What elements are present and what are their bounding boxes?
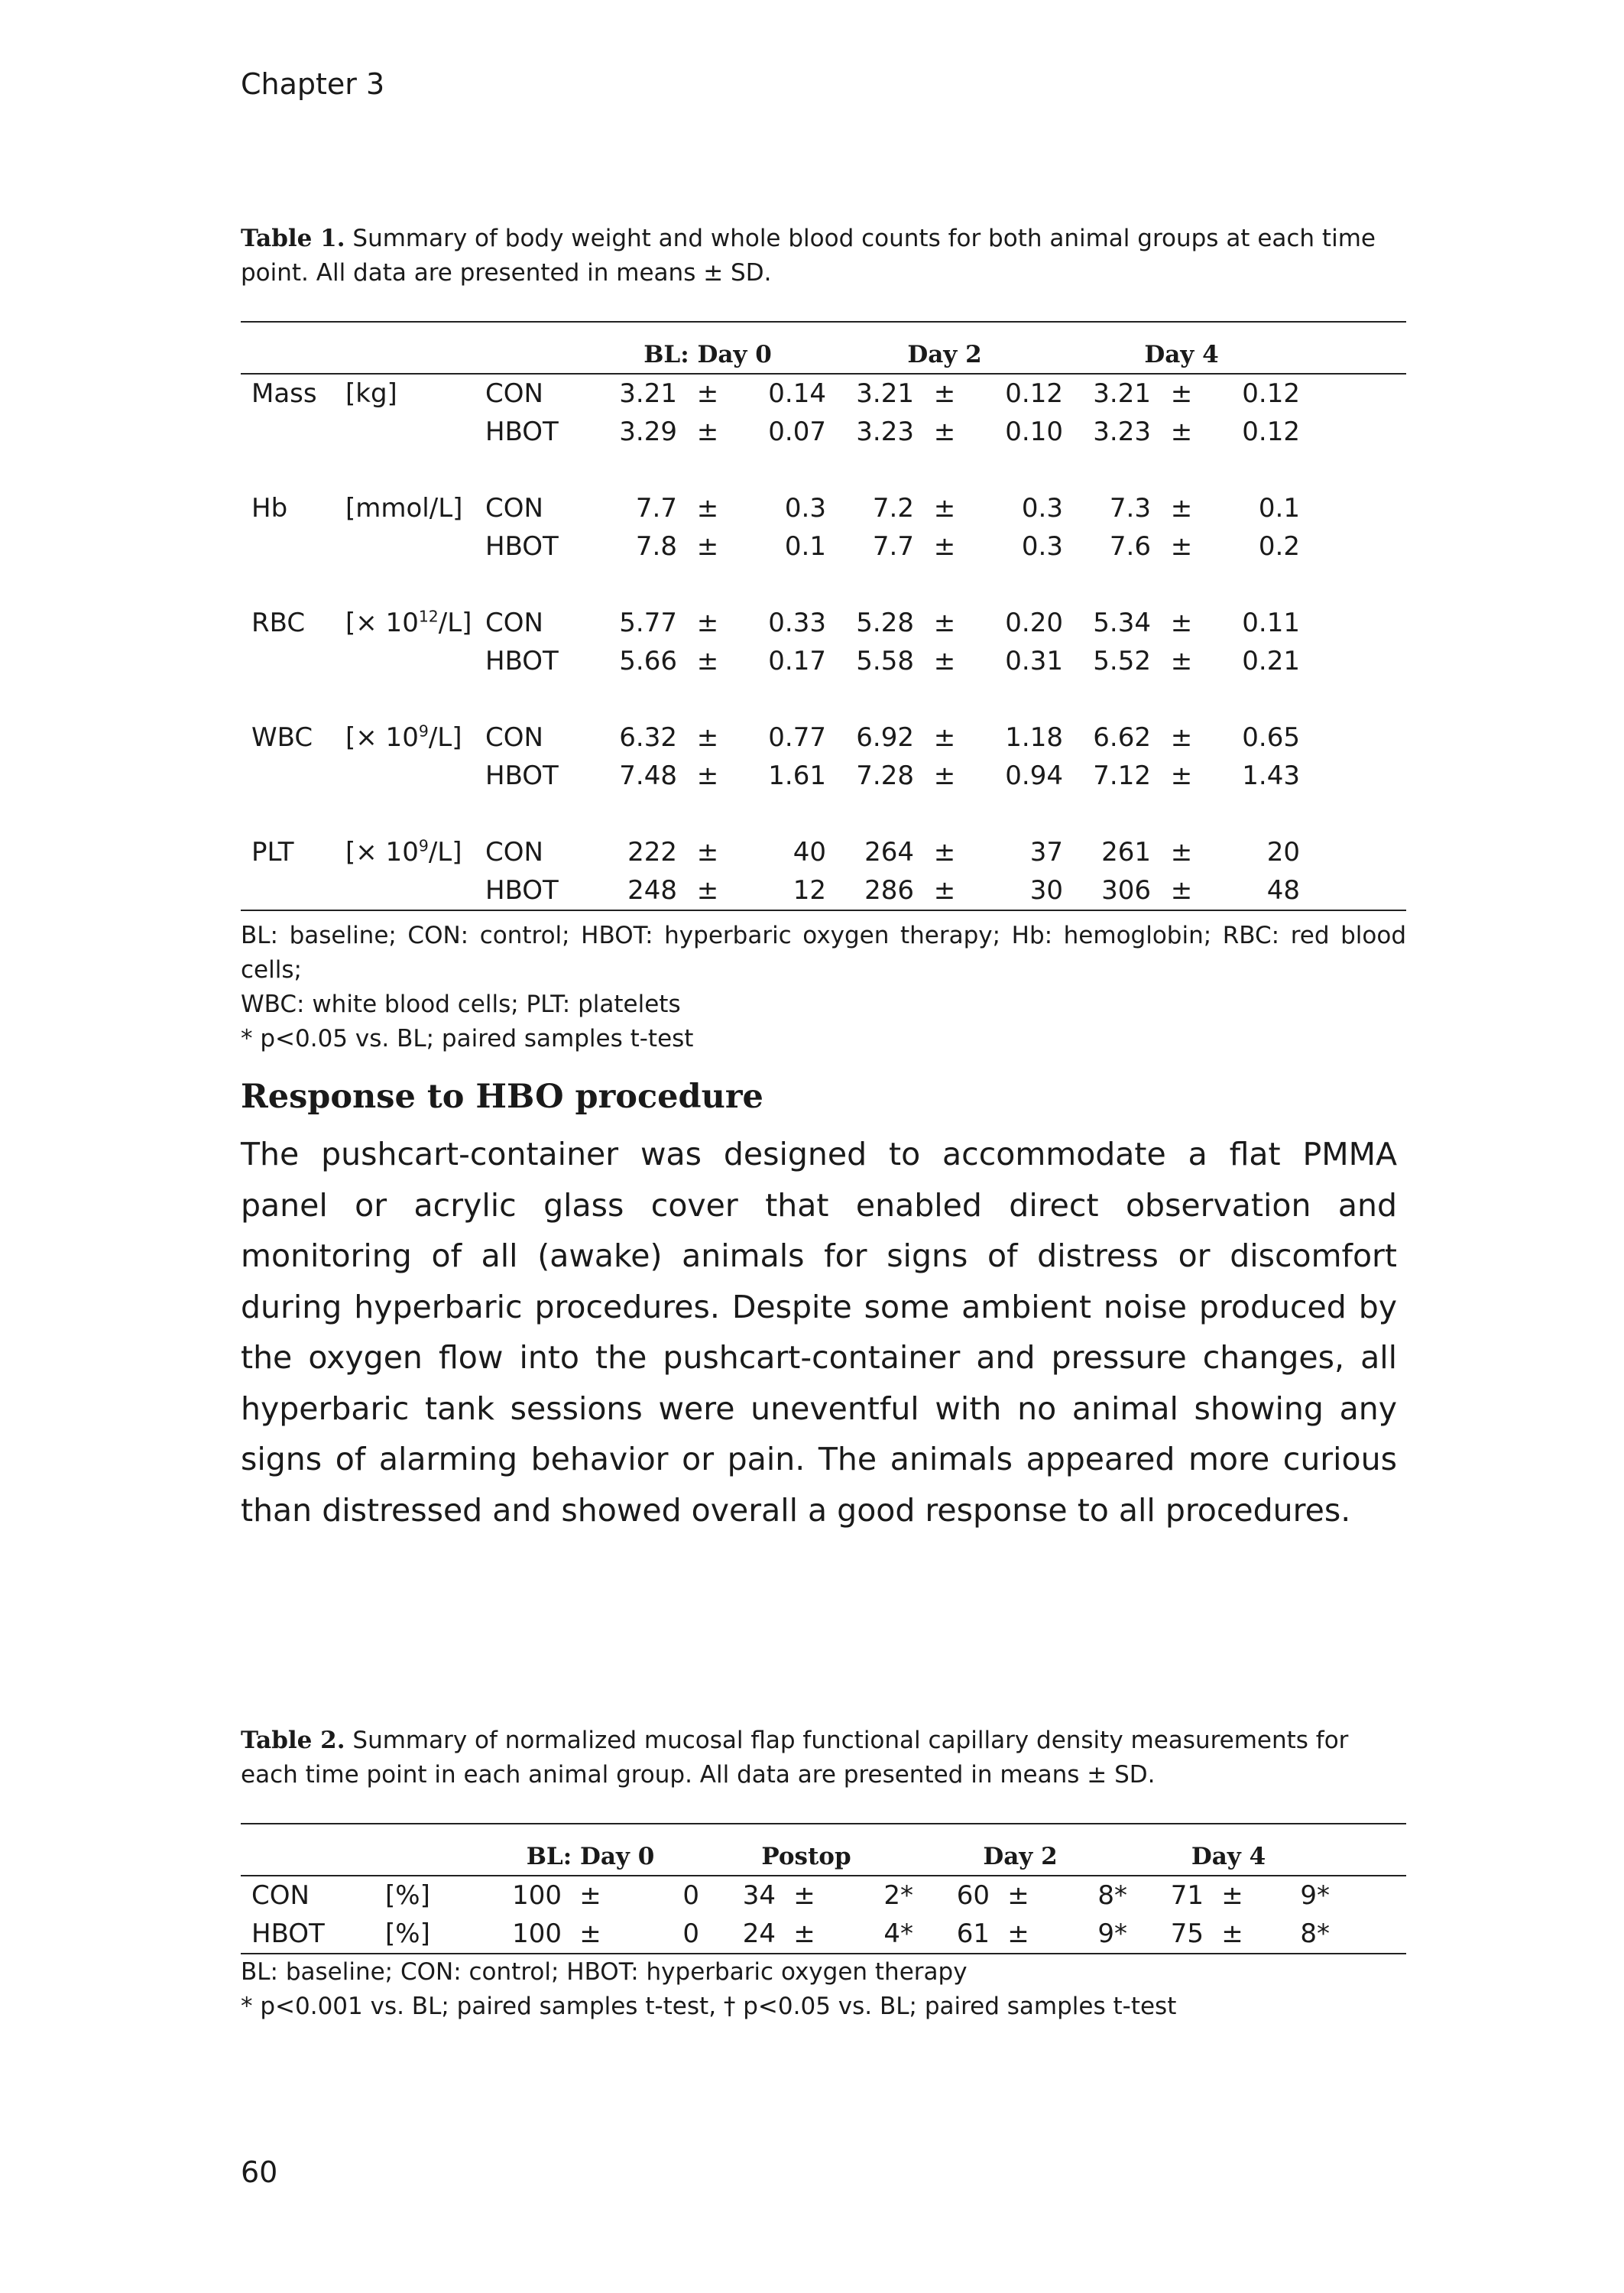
table1-caption (241, 222, 1402, 290)
trailing-cell (1300, 757, 1406, 795)
sd-cell: 0.07 (768, 417, 826, 447)
unit-cell: [%] (385, 1918, 430, 1949)
unit-cell: [kg] (345, 378, 397, 409)
sd-cell: 0.11 (1242, 608, 1300, 638)
trailing-cell (1300, 871, 1406, 910)
table1-caption-label: Table 1. (241, 225, 345, 252)
trailing-cell (1300, 604, 1406, 642)
table2 (241, 1823, 1406, 1954)
sd-cell: 0.20 (1005, 608, 1063, 638)
row-spacer (241, 451, 1406, 489)
column-header: Day 2 (983, 1843, 1058, 1870)
sd-cell: 0 (682, 1880, 699, 1911)
param-cell: PLT (251, 837, 294, 868)
sd-cell: 0.14 (768, 378, 826, 409)
unit-cell (335, 757, 475, 795)
column-header: Postop (761, 1843, 851, 1870)
mean-cell: 264 (864, 837, 914, 868)
row-spacer (241, 566, 1406, 604)
mean-cell: 222 (627, 837, 677, 868)
sd-cell: 0.10 (1005, 417, 1063, 447)
column-header: Day 2 (907, 341, 982, 368)
trailing-cell (1300, 718, 1406, 757)
sd-cell: 12 (793, 875, 826, 906)
group-cell: CON (485, 837, 543, 868)
pm-cell: ± (696, 722, 719, 753)
group-cell: CON (485, 722, 543, 753)
sd-cell: 9* (1097, 1918, 1127, 1949)
pm-cell: ± (696, 875, 719, 906)
table2-caption-label: Table 2. (241, 1727, 345, 1754)
table-row (241, 489, 1406, 527)
trailing-cell (1300, 642, 1406, 680)
unit-cell: [× $10^9/L$] (345, 836, 462, 868)
table-row (241, 527, 1406, 566)
unit-cell: [× $10^{12}/L$] (345, 607, 472, 638)
mean-cell: 7.7 (872, 531, 914, 562)
sd-cell: 48 (1266, 875, 1300, 906)
sd-cell: 8* (1300, 1918, 1330, 1949)
pm-cell: ± (933, 417, 956, 447)
param-cell: Hb (251, 493, 288, 524)
table-row (241, 413, 1406, 451)
mean-cell: 60 (956, 1880, 990, 1911)
pm-cell: ± (933, 837, 956, 868)
mean-cell: 24 (742, 1918, 776, 1949)
table2-caption (241, 1724, 1402, 1792)
sd-cell: 0.12 (1242, 378, 1300, 409)
pm-cell: ± (1170, 493, 1193, 524)
mean-cell: 7.8 (635, 531, 677, 562)
pm-cell: ± (793, 1880, 815, 1911)
pm-cell: ± (933, 378, 956, 409)
table2-note: * p<0.001 vs. BL; paired samples t-test, † p<0.05 vs. BL; paired samples t-test (241, 1993, 1177, 2020)
pm-cell: ± (1170, 646, 1193, 676)
sd-cell: 2* (883, 1880, 913, 1911)
pm-cell: ± (933, 493, 956, 524)
header-spacer (1330, 1824, 1406, 1876)
spacer-cell (241, 566, 1406, 604)
mean-cell: 100 (512, 1880, 562, 1911)
pm-cell: ± (1170, 378, 1193, 409)
sd-cell: 40 (793, 837, 826, 868)
body-paragraph: The pushcart-container was designed to accommodate a flat PMMA panel or acrylic glass cover that enabled direct observation and monitoring of all (awake) animals for signs of distress or discomfort during hyperbaric procedures. Despite some ambient noise produced by the oxygen flow into the pushcart-container and pressure changes, all hyperbaric tank sessions were uneventful with no animal showing any signs of alarming behavior or pain. The animals appeared more curious than distressed and showed overall a good response to all procedures. (241, 1136, 1397, 1529)
mean-cell: 7.28 (856, 761, 914, 791)
table1-note: WBC: white blood cells; PLT: platelets (241, 991, 681, 1018)
table1-caption-text: Summary of body weight and whole blood counts for both animal groups at each time point. All data are presented in means ± SD. (241, 225, 1376, 287)
mean-cell: 5.52 (1093, 646, 1151, 676)
sd-cell: 4* (883, 1918, 913, 1949)
running-head: Chapter 3 (241, 67, 385, 101)
pm-cell: ± (933, 646, 956, 676)
group-cell: CON (485, 493, 543, 524)
trailing-cell (1300, 527, 1406, 566)
sd-cell: 0.33 (768, 608, 826, 638)
row-spacer (241, 795, 1406, 833)
pm-cell: ± (1007, 1880, 1029, 1911)
sd-cell: 0.1 (784, 531, 826, 562)
sd-cell: 0.17 (768, 646, 826, 676)
pm-cell: ± (696, 378, 719, 409)
table1 (241, 321, 1406, 911)
pm-cell: ± (1170, 417, 1193, 447)
sd-cell: 37 (1029, 837, 1063, 868)
sd-cell: 0.31 (1005, 646, 1063, 676)
pm-cell: ± (1221, 1880, 1243, 1911)
group-cell: HBOT (485, 531, 559, 562)
sd-cell: 30 (1029, 875, 1063, 906)
sd-cell: 0 (682, 1918, 699, 1949)
mean-cell: 3.23 (1093, 417, 1151, 447)
mean-cell: 5.58 (856, 646, 914, 676)
table-row (241, 642, 1406, 680)
pm-cell: ± (579, 1880, 601, 1911)
table1-note: BL: baseline; CON: control; HBOT: hyperbaric oxygen therapy; Hb: hemoglobin; RBC: red blood cells; (241, 922, 1406, 984)
mean-cell: 6.32 (619, 722, 677, 753)
trailing-cell (1330, 1876, 1406, 1915)
header-spacer (1300, 322, 1406, 374)
pm-cell: ± (933, 608, 956, 638)
param-cell (241, 527, 335, 566)
sd-cell: 1.61 (768, 761, 826, 791)
mean-cell: 7.3 (1109, 493, 1151, 524)
mean-cell: 5.77 (619, 608, 677, 638)
column-header: Day 4 (1191, 1843, 1266, 1870)
unit-cell: [mmol/L] (345, 493, 463, 524)
sd-cell: 0.77 (768, 722, 826, 753)
mean-cell: 248 (627, 875, 677, 906)
pm-cell: ± (1170, 761, 1193, 791)
sd-cell: 9* (1300, 1880, 1330, 1911)
pm-cell: ± (696, 493, 719, 524)
unit-exponent: 12 (418, 607, 439, 626)
sd-cell: 0.1 (1258, 493, 1300, 524)
mean-cell: 3.29 (619, 417, 677, 447)
pm-cell: ± (696, 531, 719, 562)
spacer-cell (241, 795, 1406, 833)
group-cell: HBOT (485, 761, 559, 791)
mean-cell: 286 (864, 875, 914, 906)
column-header: BL: Day 0 (526, 1843, 655, 1870)
mean-cell: 34 (742, 1880, 776, 1911)
sd-cell: 20 (1266, 837, 1300, 868)
row-spacer (241, 680, 1406, 718)
pm-cell: ± (1170, 875, 1193, 906)
mean-cell: 306 (1101, 875, 1151, 906)
table1-note: * p<0.05 vs. BL; paired samples t-test (241, 1025, 694, 1052)
mean-cell: 5.34 (1093, 608, 1151, 638)
trailing-cell (1300, 489, 1406, 527)
pm-cell: ± (1170, 722, 1193, 753)
mean-cell: 6.92 (856, 722, 914, 753)
unit-cell: [× $10^9/L$] (345, 722, 462, 753)
table2-note: BL: baseline; CON: control; HBOT: hyperbaric oxygen therapy (241, 1958, 968, 1986)
table2-header-row (241, 1824, 1406, 1876)
pm-cell: ± (696, 608, 719, 638)
unit-exponent: 9 (418, 836, 429, 855)
group-cell: CON (485, 378, 543, 409)
group-cell: HBOT (485, 875, 559, 906)
section-heading: Response to HBO procedure (241, 1078, 763, 1116)
mean-cell: 5.28 (856, 608, 914, 638)
mean-cell: 7.12 (1093, 761, 1151, 791)
group-cell: HBOT (485, 646, 559, 676)
trailing-cell (1300, 413, 1406, 451)
sd-cell: 0.65 (1242, 722, 1300, 753)
table-row (241, 718, 1406, 757)
sd-cell: 1.43 (1242, 761, 1300, 791)
mean-cell: 6.62 (1093, 722, 1151, 753)
trailing-cell (1330, 1915, 1406, 1954)
mean-cell: 61 (956, 1918, 990, 1949)
pm-cell: ± (696, 417, 719, 447)
param-cell: Mass (251, 378, 317, 409)
param-cell (241, 757, 335, 795)
sd-cell: 0.2 (1258, 531, 1300, 562)
mean-cell: 75 (1170, 1918, 1204, 1949)
spacer-cell (241, 680, 1406, 718)
param-cell (241, 642, 335, 680)
table-row (241, 757, 1406, 795)
sd-cell: 0.3 (1021, 531, 1063, 562)
page-number: 60 (241, 2155, 278, 2189)
mean-cell: 7.48 (619, 761, 677, 791)
unit-cell (335, 871, 475, 910)
table2-notes (241, 1955, 1406, 2024)
mean-cell: 7.2 (872, 493, 914, 524)
mean-cell: 3.23 (856, 417, 914, 447)
group-cell: CON (485, 608, 543, 638)
pm-cell: ± (933, 761, 956, 791)
sd-cell: 0.21 (1242, 646, 1300, 676)
spacer-cell (241, 451, 1406, 489)
sd-cell: 1.18 (1005, 722, 1063, 753)
trailing-cell (1300, 833, 1406, 871)
param-cell (241, 413, 335, 451)
pm-cell: ± (933, 722, 956, 753)
table2-caption-text: Summary of normalized mucosal flap functional capillary density measurements for each time point in each animal group. All data are presented in means ± SD. (241, 1727, 1349, 1789)
pm-cell: ± (696, 837, 719, 868)
table-row (241, 871, 1406, 910)
table-row (241, 604, 1406, 642)
pm-cell: ± (1170, 837, 1193, 868)
table-row (241, 1915, 1406, 1954)
unit-exponent: 9 (418, 722, 429, 741)
header-spacer (241, 322, 589, 374)
group-cell: HBOT (251, 1918, 325, 1949)
mean-cell: 5.66 (619, 646, 677, 676)
mean-cell: 3.21 (619, 378, 677, 409)
sd-cell: 0.3 (1021, 493, 1063, 524)
mean-cell: 71 (1170, 1880, 1204, 1911)
sd-cell: 0.12 (1005, 378, 1063, 409)
sd-cell: 0.12 (1242, 417, 1300, 447)
pm-cell: ± (696, 646, 719, 676)
param-cell: RBC (251, 608, 306, 638)
pm-cell: ± (793, 1918, 815, 1949)
mean-cell: 3.21 (1093, 378, 1151, 409)
param-cell (241, 871, 335, 910)
unit-cell (335, 642, 475, 680)
param-cell: WBC (251, 722, 313, 753)
mean-cell: 3.21 (856, 378, 914, 409)
unit-cell: [%] (385, 1880, 430, 1911)
mean-cell: 7.6 (1109, 531, 1151, 562)
sd-cell: 0.94 (1005, 761, 1063, 791)
column-header: Day 4 (1144, 341, 1219, 368)
mean-cell: 7.7 (635, 493, 677, 524)
table-row (241, 833, 1406, 871)
sd-cell: 8* (1097, 1880, 1127, 1911)
pm-cell: ± (1170, 531, 1193, 562)
mean-cell: 100 (512, 1918, 562, 1949)
pm-cell: ± (1221, 1918, 1243, 1949)
mean-cell: 261 (1101, 837, 1151, 868)
unit-cell (335, 527, 475, 566)
table1-header-row (241, 322, 1406, 374)
trailing-cell (1300, 374, 1406, 413)
pm-cell: ± (1007, 1918, 1029, 1949)
group-cell: CON (251, 1880, 310, 1911)
group-cell: HBOT (485, 417, 559, 447)
header-spacer (241, 1824, 481, 1876)
sd-cell: 0.3 (784, 493, 826, 524)
column-header: BL: Day 0 (643, 341, 772, 368)
pm-cell: ± (1170, 608, 1193, 638)
pm-cell: ± (696, 761, 719, 791)
table1-notes (241, 919, 1406, 1056)
table-row (241, 1876, 1406, 1915)
pm-cell: ± (933, 531, 956, 562)
pm-cell: ± (579, 1918, 601, 1949)
unit-cell (335, 413, 475, 451)
table-row (241, 374, 1406, 413)
pm-cell: ± (933, 875, 956, 906)
